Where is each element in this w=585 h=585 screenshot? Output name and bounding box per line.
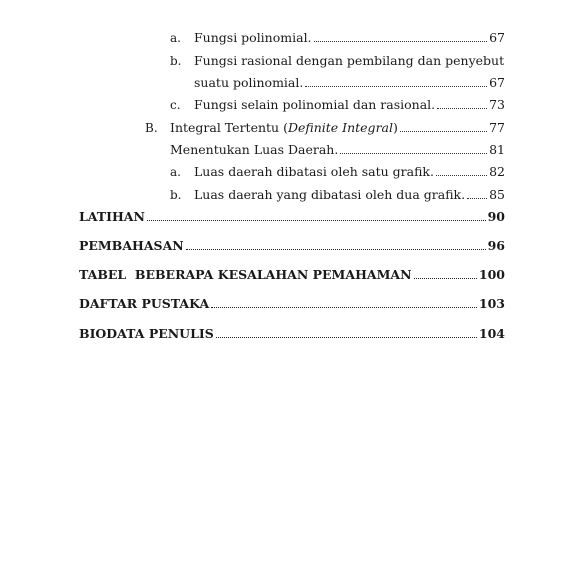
toc-marker: B.: [145, 121, 158, 135]
toc-marker: b.: [170, 54, 182, 68]
toc-page-number: 85: [489, 187, 505, 202]
toc-entry-label: Menentukan Luas Daerah.: [170, 142, 339, 157]
toc-entry-label: Luas daerah dibatasi oleh satu grafik.: [194, 164, 434, 179]
toc-entry-integral-tertentu[interactable]: [170, 119, 505, 137]
toc-entry-luas-dua-grafik[interactable]: [194, 186, 505, 204]
toc-entry-daftar-pustaka[interactable]: [79, 295, 505, 313]
toc-entry-fungsi-selain[interactable]: [194, 96, 505, 114]
toc-page-number: 82: [489, 164, 505, 179]
dot-leader: [436, 175, 487, 176]
toc-marker: a.: [170, 165, 181, 179]
dot-leader: [400, 131, 487, 132]
toc-entry-label: TABEL BEBERAPA KESALAHAN PEMAHAMAN: [79, 267, 412, 282]
toc-page-number: 103: [478, 296, 505, 311]
toc-entry-label: Fungsi polinomial.: [194, 30, 312, 45]
dot-leader: [437, 108, 487, 109]
toc-marker: a.: [170, 31, 181, 45]
toc-entry-label: DAFTAR PUSTAKA: [79, 296, 210, 311]
dot-leader: [147, 220, 486, 221]
toc-entry-biodata-penulis[interactable]: [79, 325, 505, 343]
dot-leader: [314, 41, 488, 42]
toc-entry-luas-satu-grafik[interactable]: [194, 163, 505, 181]
dot-leader: [414, 278, 477, 279]
dot-leader: [216, 337, 477, 338]
toc-entry-label-line1: Fungsi rasional dengan pembilang dan penyebut: [194, 53, 505, 68]
toc-page-number: 104: [478, 326, 505, 341]
dot-leader: [467, 198, 487, 199]
toc-entry-label: PEMBAHASAN: [79, 238, 184, 253]
dot-leader: [340, 153, 487, 154]
toc-entry-fungsi-rasional[interactable]: [194, 74, 505, 92]
toc-marker: b.: [170, 188, 182, 202]
toc-page-number: 81: [489, 142, 505, 157]
toc-page-number: 67: [489, 30, 505, 45]
toc-entry-fungsi-polinomial[interactable]: [194, 29, 505, 47]
toc-entry-label: Fungsi selain polinomial dan rasional.: [194, 97, 436, 112]
toc-page-number: 67: [489, 75, 505, 90]
toc-entry-luas-daerah[interactable]: [170, 141, 505, 159]
toc-entry-label: Luas daerah yang dibatasi oleh dua grafik.: [194, 187, 466, 202]
dot-leader: [186, 249, 486, 250]
dot-leader: [305, 86, 487, 87]
toc-entry-label: suatu polinomial.: [194, 75, 304, 90]
toc-entry-pembahasan[interactable]: [79, 237, 505, 255]
toc-entry-tabel[interactable]: [79, 266, 505, 284]
dot-leader: [211, 307, 477, 308]
toc-page-number: 77: [489, 120, 505, 135]
toc-entry-label: LATIHAN: [79, 209, 145, 224]
toc-page-number: 90: [487, 209, 505, 224]
toc-page-number: 73: [489, 97, 505, 112]
toc-page-number: 100: [478, 267, 505, 282]
toc-marker: c.: [170, 98, 181, 112]
toc-entry-label: BIODATA PENULIS: [79, 326, 214, 341]
toc-entry-label: Integral Tertentu (Definite Integral): [170, 120, 398, 135]
toc-entry-latihan[interactable]: [79, 208, 505, 226]
toc-page-number: 96: [487, 238, 505, 253]
